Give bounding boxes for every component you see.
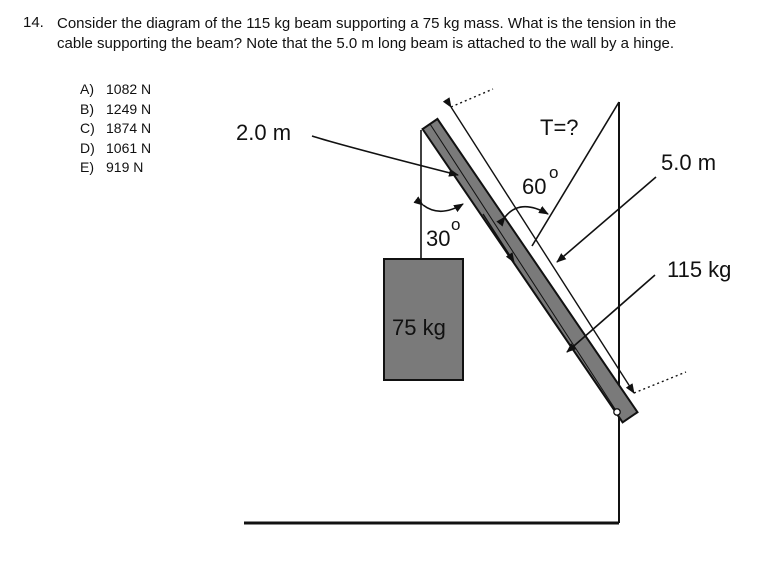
- length-dimension-line: [451, 107, 634, 393]
- choice-b-text: 1249 N: [106, 100, 152, 117]
- label-tension: T=?: [540, 115, 579, 140]
- dimension-extension-bottom: [634, 372, 686, 393]
- choice-a-text: 1082 N: [106, 81, 152, 97]
- choice-a-letter: A): [80, 81, 94, 97]
- choice-e-text: 919 N: [106, 159, 144, 176]
- choice-c-text: 1874 N: [106, 120, 152, 137]
- hinge-icon: [614, 409, 620, 415]
- question-number: 14.: [23, 14, 44, 31]
- angle-60-label: 60: [522, 174, 547, 199]
- pointer-115kg: [567, 275, 655, 352]
- angle-60-degree-symbol: o: [549, 163, 559, 182]
- choice-b-letter: B): [80, 100, 94, 117]
- label-115kg: 115 kg: [667, 257, 732, 282]
- question-text-line-1: Consider the diagram of the 115 kg beam supporting a 75 kg mass. What is the tension in the: [57, 15, 677, 32]
- dimension-extension-top: [451, 89, 493, 107]
- pointer-5m: [557, 177, 656, 262]
- mass-block-label: 75 kg: [392, 315, 446, 340]
- choice-c-letter: C): [80, 120, 95, 137]
- choice-d-letter: D): [80, 139, 95, 156]
- label-5m: 5.0 m: [661, 150, 717, 175]
- choice-d-text: 1061 N: [106, 139, 152, 156]
- label-2m: 2.0 m: [236, 120, 292, 145]
- angle-60-arc: [505, 207, 548, 217]
- question-text-line-2: cable supporting the beam? Note that the 5.0 m long beam is attached to the wall by a hinge.: [57, 35, 675, 52]
- angle-30-arc: [423, 204, 463, 211]
- choice-e-letter: E): [80, 159, 94, 176]
- angle-30-label: 30: [426, 226, 451, 251]
- angle-30-degree-symbol: o: [451, 215, 461, 234]
